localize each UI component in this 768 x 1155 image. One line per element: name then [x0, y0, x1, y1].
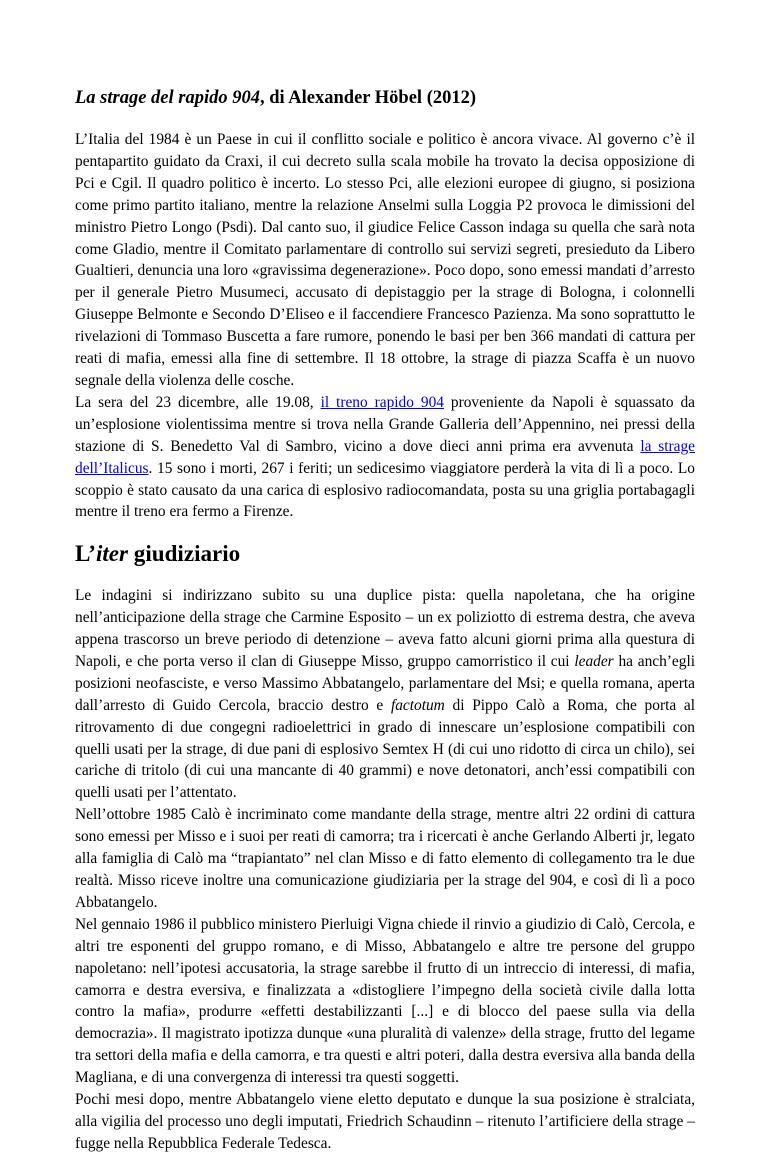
section-italic: iter: [95, 540, 129, 567]
p3-factotum: factotum: [390, 696, 445, 714]
p3-text-a: Le indagini si indirizzano subito su una duplice pista: quella napoletana, che ha origine nell’anticipazione della strage che Carmine Esposito – un ex poliziotto di estrema destra, che aveva appena trascorso un breve periodo di detenzione – aveva fatto alcuni giorni prima alla questura di Napoli, e che porta verso il clan di Giuseppe Misso, gruppo camorristico il cui: [75, 587, 695, 670]
section-heading: [75, 540, 695, 567]
title-italic: La strage del rapido 904: [75, 88, 260, 108]
paragraph-body-6: Pochi mesi dopo, mentre Abbatangelo viene eletto deputato e dunque la sua posizione è stralciata, alla vigilia del processo uno degli imputati, Friedrich Schaudinn – ritenuto l’artificiere della strage – fugge nella Repubblica Federale Tedesca.: [75, 1091, 695, 1152]
link-treno-rapido-904[interactable]: il treno rapido 904: [320, 393, 444, 411]
link-strage-italicus[interactable]: la strage dell’Italicus: [75, 437, 696, 477]
p2-text-c: . 15 sono i morti, 267 i feriti; un sedicesimo viaggiatore perderà la vita di lì a poco. Lo scoppio è stato causato da una carica di esplosivo radiocomandata, posta su una griglia portabagagli mentre il treno era fermo a Firenze.: [75, 459, 695, 521]
paragraph-body-3: [75, 585, 695, 804]
p2-text-a: La sera del 23 dicembre, alle 19.08,: [75, 393, 321, 411]
document-title: [75, 86, 695, 110]
paragraph-intro-1: L’Italia del 1984 è un Paese in cui il conflitto sociale e politico è ancora vivace. Al governo c’è il pentapartito guidato da Craxi, il cui decreto sulla scala mobile ha trovato la decisa opposizione di Pci e Cgil. Il quadro politico è incerto. Lo stesso Pci, alle elezioni europee di giugno, si posiziona come primo partito italiano, mentre la relazione Anselmi sulla Loggia P2 provoca le dimissioni del ministro Pietro Longo (Psdi). Dal canto suo, il giudice Felice Casson indaga su quella che sarà nota come Gladio, mentre il Comitato parlamentare di controllo sui servizi segreti, presieduto da Libero Gualtieri, denuncia una loro «gravissima degenerazione». Poco dopo, sono emessi mandati d’arresto per il generale Pietro Musumeci, accusato di depistaggio per la strage di Bologna, i colonnelli Giuseppe Belmonte e Secondo D’Eliseo e il faccendiere Francesco Pazienza. Ma sono soprattutto le rivelazioni di Tommaso Buscetta a fare rumore, ponendo le basi per ben 366 mandati di cattura per reati di mafia, emessi alla fine di settembre. Il 18 ottobre, la strage di piazza Scaffa è un nuovo segnale della violenza delle cosche.: [75, 131, 695, 389]
p2-text-b: proveniente da Napoli è squassato da un’esplosione violentissima mentre si trova nella Grande Galleria dell’Appennino, nei pressi della stazione di S. Benedetto Val di Sambro, vicino a dove dieci anni prima era avvenuta: [75, 393, 696, 455]
section-pre: L’: [75, 540, 96, 567]
p3-text-b: ha anch’egli posizioni neofasciste, e verso Massimo Abbatangelo, parlamentare del Msi; e quella romana, aperta dall’arresto di Guido Cercola, braccio destro e: [75, 652, 695, 714]
p3-leader: leader: [574, 652, 614, 670]
title-rest: , di Alexander Höbel (2012): [260, 88, 477, 108]
paragraph-body-5: Nel gennaio 1986 il pubblico ministero Pierluigi Vigna chiede il rinvio a giudizio di Calò, Cercola, e altri tre esponenti del gruppo romano, e di Misso, Abbatangelo e altre tre persone del gruppo napoletano: nell’ipotesi accusatoria, la strage sarebbe il frutto di un intreccio di interessi, di mafia, camorra e destra eversiva, e finalizzata a «distogliere l’impegno della società civile dalla lotta contro la mafia», produrre «effetti destabilizzanti [...] e di blocco del paese sulla via della democrazia». Il magistrato ipotizza dunque «una pluralità di valenze» della strage, frutto del legame tra settori della mafia e della camorra, e tra questi e altri poteri, dalla destra eversiva alla banda della Magliana, e di una convergenza di interessi tra questi soggetti.: [75, 915, 695, 1087]
paragraph-intro-2: [75, 392, 695, 523]
document-page: [75, 86, 695, 1155]
p3-text-c: di Pippo Calò a Roma, che porta al ritrovamento di due congegni radioelettrici in grado di innescare un’esplosione compatibili con quelli usati per la strage, di due pani di esplosivo Semtex H (di cui uno ridotto di circa un chilo), sei cariche di tritolo (di cui una mancante di 40 grammi) e nove detonatori, anch’essi compatibili con quelli usati per l’attentato.: [75, 696, 695, 802]
section-post: giudiziario: [128, 540, 241, 567]
paragraph-body-4: Nell’ottobre 1985 Calò è incriminato come mandante della strage, mentre altri 22 ordini di cattura sono emessi per Misso e i suoi per reati di camorra; tra i ricercati è anche Gerlando Alberti jr, legato alla famiglia di Calò ma “trapiantato” nel clan Misso e di fatto elemento di collegamento tra le due realtà. Misso riceve inoltre una comunicazione giudiziaria per la strage del 904, e così di lì a poco Abbatangelo.: [75, 806, 695, 911]
